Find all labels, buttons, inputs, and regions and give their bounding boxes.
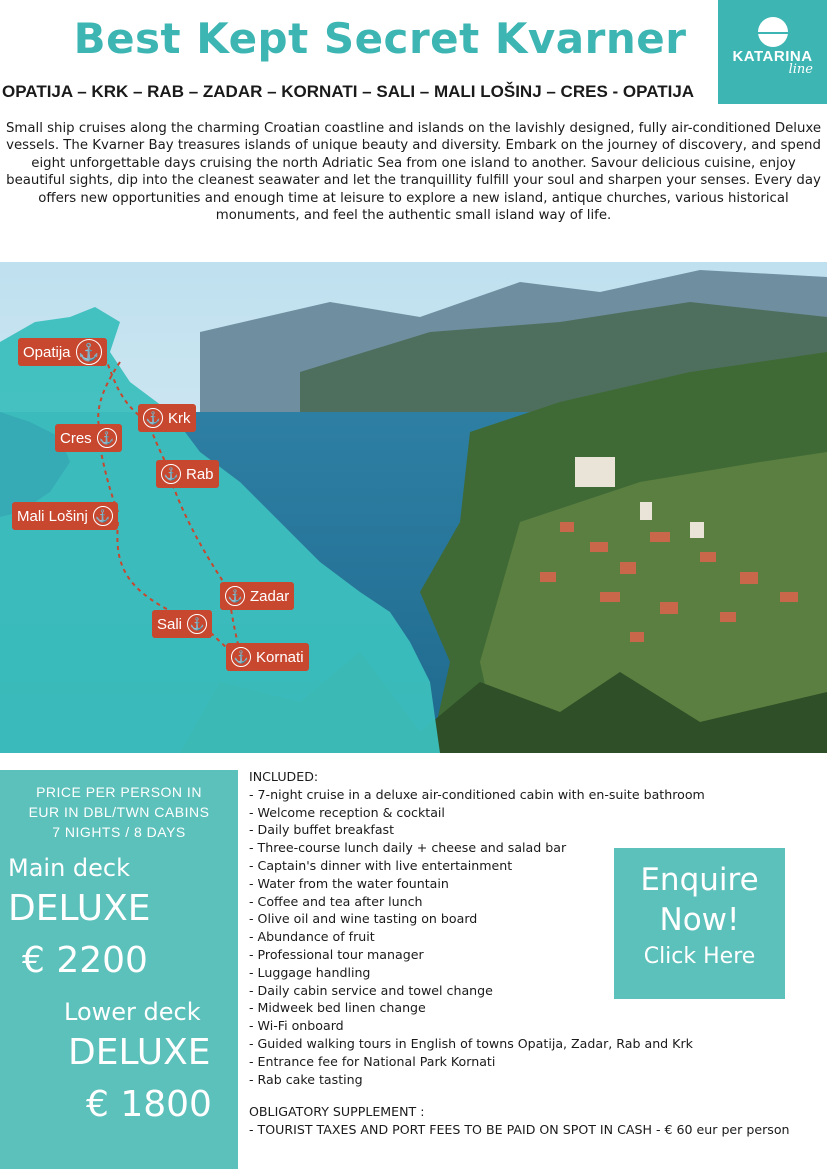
list-item: - Luggage handling <box>249 964 371 980</box>
port-rab <box>156 460 219 488</box>
list-item: - Captain's dinner with live entertainment <box>249 857 513 873</box>
enquire-line-3: Click Here <box>643 944 756 969</box>
list-item: - Three-course lunch daily + cheese and salad bar <box>249 840 567 856</box>
price-heading <box>0 782 238 842</box>
scenic-background <box>0 262 827 753</box>
lower-deck-class: DELUXE <box>68 1032 211 1073</box>
list-item: - Guided walking tours in English of towns Opatija, Zadar, Rab and Krk <box>249 1035 693 1051</box>
route-map-photo <box>0 262 827 753</box>
port-kornati <box>226 643 309 671</box>
enquire-now-button[interactable] <box>614 848 785 999</box>
anchor-icon: ⚓ <box>187 614 207 634</box>
list-item: - Daily buffet breakfast <box>249 822 395 838</box>
list-item: - 7-night cruise in a deluxe air-conditioned cabin with en-suite bathroom <box>249 786 705 802</box>
list-item: - Water from the water fountain <box>249 875 449 891</box>
anchor-icon: ⚓ <box>76 339 102 365</box>
list-item: - Wi-Fi onboard <box>249 1018 344 1034</box>
price-heading-line: PRICE PER PERSON IN <box>36 784 202 800</box>
included-heading: INCLUDED: <box>249 769 319 784</box>
port-name: Kornati <box>256 648 304 666</box>
list-item: - Welcome reception & cocktail <box>249 804 445 820</box>
intro-paragraph: Small ship cruises along the charming Croatian coastline and islands on the lavishly designed, fully air-conditioned Deluxe vessels. The Kvarner Bay treasures islands of unique beauty and diversity. Embark on the journey of discovery, and spend eight unforgettable days cruising the north Adriatic Sea from one island to another. Savour delicious cuisine, enjoy beautiful sights, dip into the cleanest seawater and let the tranquillity fulfill your soul and sharpen your senses. Every day offers new opportunities and enough time at leisure to explore a new island, antique churches, various historical monuments, and feel the authentic small island way of life. <box>5 121 822 224</box>
anchor-icon: ⚓ <box>161 464 181 484</box>
main-deck-label: Main deck <box>8 854 131 882</box>
price-heading-line: 7 NIGHTS / 8 DAYS <box>52 824 186 840</box>
port-name: Mali Lošinj <box>17 507 88 525</box>
anchor-icon: ⚓ <box>231 647 251 667</box>
price-panel <box>0 770 238 1169</box>
anchor-icon: ⚓ <box>143 408 163 428</box>
list-item: - Abundance of fruit <box>249 929 375 945</box>
list-item: - Rab cake tasting <box>249 1071 363 1087</box>
logo-brand: KATARINA <box>732 48 813 65</box>
price-heading-line: EUR IN DBL/TWN CABINS <box>28 804 210 820</box>
supplement-heading: OBLIGATORY SUPPLEMENT : <box>249 1104 425 1119</box>
list-item: - Midweek bed linen change <box>249 1000 426 1016</box>
port-krk <box>138 404 196 432</box>
route-line: OPATIJA – KRK – RAB – ZADAR – KORNATI – SALI – MALI LOŠINJ – CRES - OPATIJA <box>2 82 695 101</box>
port-opatija <box>18 338 107 366</box>
page-title: Best Kept Secret Kvarner <box>73 14 687 63</box>
port-cres <box>55 424 122 452</box>
list-item: - Coffee and tea after lunch <box>249 893 423 909</box>
list-item: - Olive oil and wine tasting on board <box>249 911 478 927</box>
anchor-icon: ⚓ <box>97 428 117 448</box>
port-name: Cres <box>60 429 92 447</box>
port-name: Sali <box>157 615 183 633</box>
logo-sub: line <box>788 62 813 77</box>
enquire-line-2: Now! <box>659 902 740 938</box>
port-name: Krk <box>168 409 191 427</box>
port-sali <box>152 610 212 638</box>
supplement-text: - TOURIST TAXES AND PORT FEES TO BE PAID ON SPOT IN CASH - € 60 eur per person <box>249 1122 790 1137</box>
list-item: - Daily cabin service and towel change <box>249 982 493 998</box>
list-item: - Professional tour manager <box>249 946 424 962</box>
supplement-section <box>249 1103 790 1139</box>
lower-deck-price: € 1800 <box>86 1084 212 1125</box>
port-zadar <box>220 582 294 610</box>
enquire-line-1: Enquire <box>640 862 759 898</box>
sun-logo-icon <box>758 17 788 47</box>
main-deck-class: DELUXE <box>8 888 151 929</box>
lower-deck-label: Lower deck <box>64 998 201 1026</box>
list-item: - Entrance fee for National Park Kornati <box>249 1053 496 1069</box>
main-deck-price: € 2200 <box>22 940 148 981</box>
port-name: Zadar <box>250 587 290 605</box>
port-name: Rab <box>186 465 214 483</box>
katarina-line-logo[interactable] <box>718 0 827 104</box>
port-name: Opatija <box>23 343 71 361</box>
port-mali-losinj <box>12 502 118 530</box>
anchor-icon: ⚓ <box>93 506 113 526</box>
anchor-icon: ⚓ <box>225 586 245 606</box>
